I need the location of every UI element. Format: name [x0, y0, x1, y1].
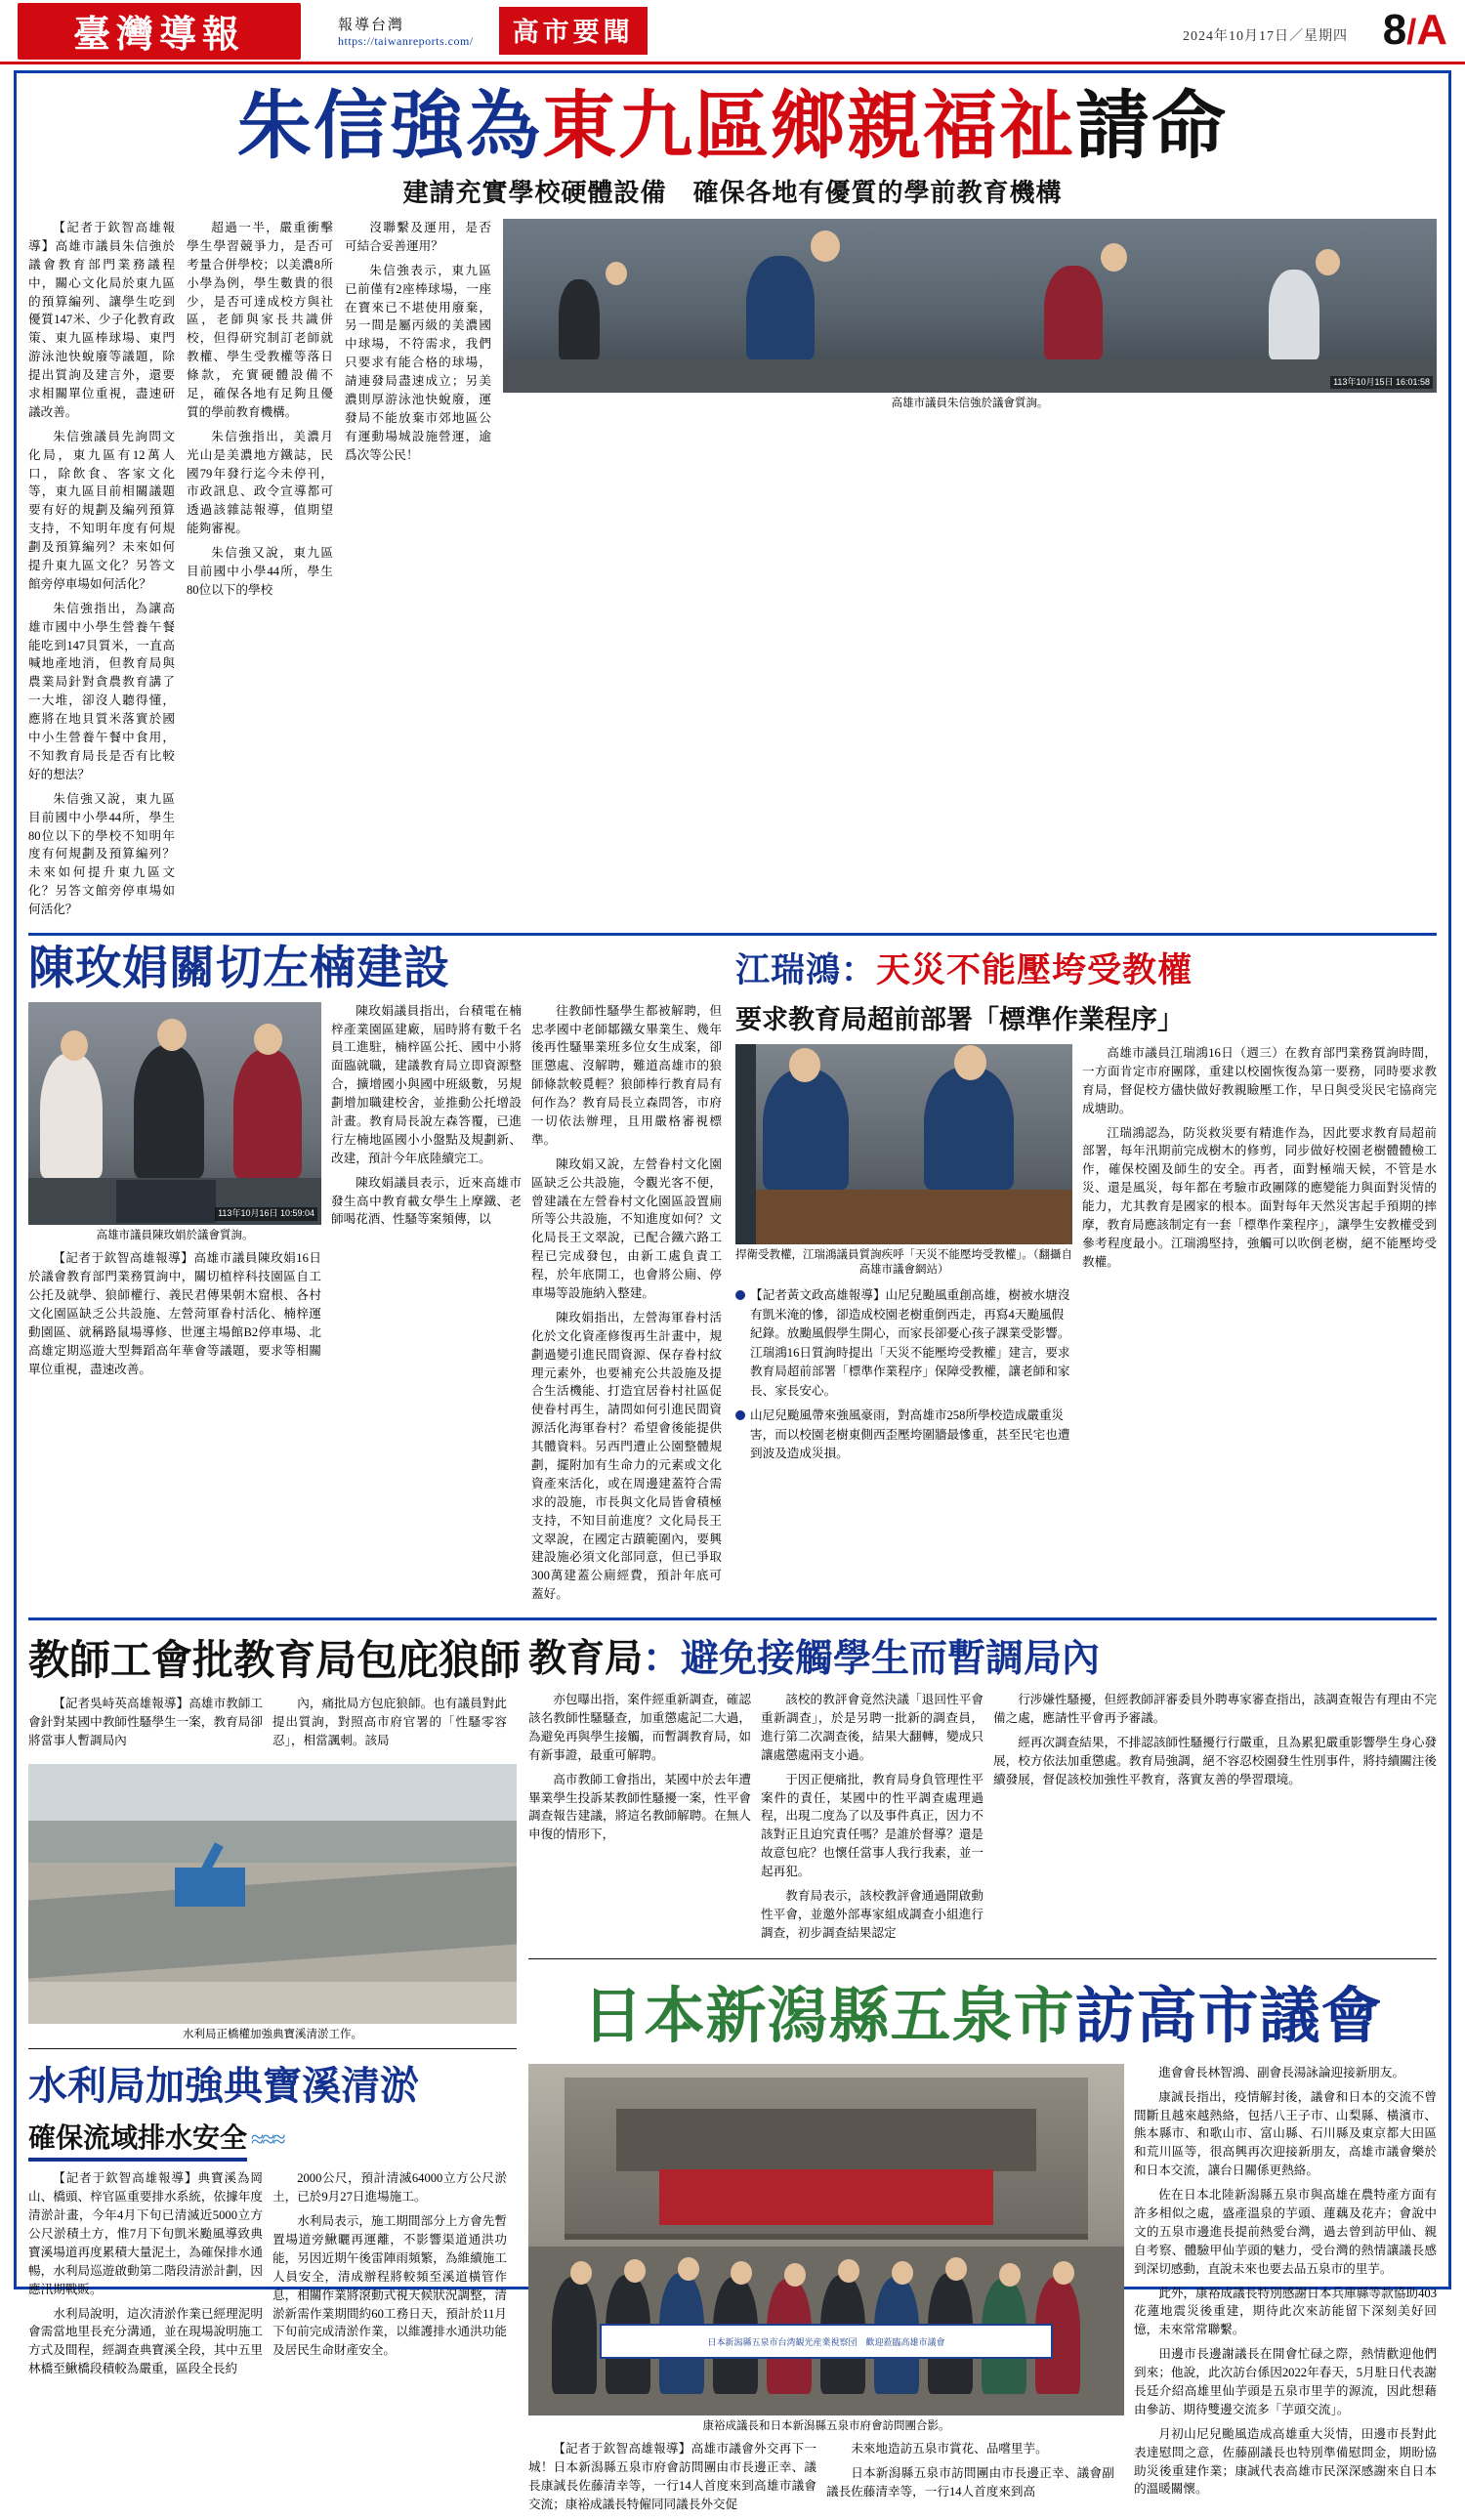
divider: [28, 2048, 517, 2049]
article3-headline: [735, 944, 1437, 992]
article5-headline: [528, 1967, 1437, 2054]
article6-headline: 水利局加強典寶溪清淤: [28, 2063, 419, 2110]
section-badge: 高市要聞: [499, 7, 648, 55]
paragraph: 朱信強表示，東九區已前僅有2座棒球場，一座在寶來已不堪使用廢棄，另一間是屬丙級的美濃國中球場，不符需求，我們只要求有能合格的球場，請連發局盡速成立；另美濃則厚游泳池快蛻廢，運發局不能放棄市郊地區公有運動場城設施營運，逾爲次等公民！: [345, 263, 491, 462]
article6-col1: [28, 2169, 263, 2384]
paragraph: 陳玫娟議員表示，近來高雄市發生高中教育載女學生上摩鐵、老師喝花酒、性騷等案頻傳，以: [331, 1175, 522, 1227]
article1-subheadline: 建請充實學校硬體設備 確保各地有優質的學前教育機構: [402, 179, 1063, 207]
headline-part-1: 朱信強為: [237, 82, 542, 169]
paragraph: 未來地造訪五泉市賞花、品嚐里芋。: [851, 2442, 1048, 2457]
article2-col1: [28, 1249, 321, 1378]
article5-photo-block: [528, 2064, 1124, 2520]
paragraph: 朱信強指出，美濃月光山是美濃地方鐵誌，民國79年發行迄今未停刊，市政訊息、政令宣導都可透過該雜誌報導，值期望能夠審視。: [187, 429, 333, 536]
photo-scene: [735, 1044, 1072, 1244]
page-frame: [14, 70, 1451, 2511]
photo-scene: [503, 219, 1437, 393]
divider: [28, 933, 1437, 936]
article5-col1: [528, 2440, 816, 2520]
article5-col3: [1134, 2064, 1437, 2520]
paragraph: 陳玫娟指出，左營海軍眷村活化於文化資產修復再生計畫中，規劃過變引進民間資源、保存眷村紋理元素外，也要補充公共設施及提合生活機能、打造宜居眷村社區促使眷村再生，請問如何引進民間資源活化海軍眷村？希望會後能提供其體資料。另西門遭止公園整體規劃，擺附加有生命力的元素或文化資產來活化，或在周邊建蓋符合需求的設施，市長與文化局皆會積極支持，不知目前進度？文化局長王文翠說，在國定古蹟範圍內，要興建設施必須文化部同意，但已爭取300萬建蓋公廁經費，預計年底可蓋好。: [531, 1310, 722, 1602]
paragraph: 【記者于欽智高雄報導】高雄市議會外交再下一城！日本新潟縣五泉市府會訪問團由市長邊正幸、議長康誠長佐藤清幸等，一行14人首度來到高雄市議會交流；康裕成議長特僱同同議長外交促: [528, 2442, 816, 2511]
red-banner: [659, 2169, 993, 2226]
article1-col3: [345, 219, 491, 925]
paragraph: 該校的教評會竟然決議「退回性平會重新調查」，於是另聘一批新的調查員，進行第二次調查後，結果大翻轉，變成只讓處懲處兩支小過。: [761, 1693, 984, 1762]
paragraph: 康誠長指出，疫情解封後，議會和日本的交流不曾間斷且越來越熱絡，包括八王子市、山梨縣、橫濱市、熊本縣市、和歌山市、富山縣、石川縣及東京都大田區和荒川區等，很高興再次迎接新朋友，高雄市議會樂於和日本交流，讓台日關係更熱絡。: [1134, 2089, 1437, 2178]
article5-col2: [826, 2440, 1114, 2520]
bullet-item: [735, 1286, 1072, 1401]
paragraph: 【記者于欽智高雄報導】高雄市議員陳玫娟16日於議會教育部門業務質詢中，關切植梓科技園區自工公托及就學、狼師權行、義民君傳果朝木窟根、各村文化園區缺乏公共設施、左營菏軍眷村活化、楠梓運動園區、就稱路鼠場導修、世運主場館B2停車場、北高雄定期巡遊大型舞蹈高年華會等議題，要求等相關單位重視，盡速改善。: [28, 1251, 321, 1376]
paragraph: 陳玫娟議員指出，台積電在楠梓產業園區建廠，屆時將有數千名員工進駐，楠梓區公托、國中小將面臨就職，建議教育局立即資源整合，擴增國小與國中班級數，另規劃增加職建校舍，並推動公托增設計畫。教育局長說左森答覆，已進行左楠地區國小小盤點及規劃新、改建，預計今年底陸續完工。: [331, 1003, 522, 1165]
headline-part-1: 教育局: [528, 1636, 644, 1682]
page-section: A: [1416, 6, 1447, 54]
article3-photo-caption: 捍衛受教權，江瑞鴻議員質詢疾呼「天災不能壓垮受教權」。（翻攝自高雄市議會網站）: [735, 1248, 1072, 1277]
bullet-dot-icon: [735, 1290, 745, 1300]
article4-right: [528, 1628, 1437, 2520]
article2-headline: 陳玫娟關切左楠建設: [28, 941, 450, 995]
article3-bullets: [735, 1286, 1072, 1464]
paragraph: 亦包曝出指，案件經重新調查，確認該名教師性騷騷查，加重懲處記二大過，為避免再與學生接觸，而暫調教育局，如有新事證，最重可解聘。: [528, 1693, 751, 1762]
masthead-url[interactable]: https://taiwanreports.com/: [338, 33, 474, 48]
article5-photo-caption: 康裕成議長和日本新潟縣五泉市府會訪問團合影。: [702, 2419, 950, 2432]
article1-body: [28, 219, 1437, 925]
headline-part-1: 日本新潟縣五泉市: [582, 1979, 1075, 2051]
divider: [528, 1958, 1437, 1959]
paragraph: 佐在日本北陸新潟縣五泉市與高雄在農特產方面有許多相似之處，盛產溫泉的芋頭、蓮藕及花卉；會說中文的五泉市邊進長提前熱愛台灣，過去曾到訪甲仙、親自考察、體驗甲仙芋頭的魅力，受台灣的熱情讓議長感到深切感動，直說未來也要去品五泉市的里芋。: [1134, 2188, 1437, 2276]
article2-col3: [531, 1002, 722, 1611]
paragraph: 月初山尼兒颱風造成高雄重大災情，田邊市長對此表達慰問之意，佐藤副議長也特別準備慰問金，期盼協助災後重建作業；康誠代表高雄市民深深感謝來自日本的溫暖關懷。: [1134, 2426, 1437, 2497]
headline-part-2: 訪高市議會: [1074, 1979, 1383, 2051]
headline-part-2: 天災不能壓垮受教權: [876, 949, 1193, 990]
article3-col-right: [1082, 1044, 1437, 1470]
paragraph: 進會會長林智鴻、副會長湯詠論迎接新朋友。: [1158, 2065, 1405, 2079]
paragraph: 水利局說明，這次清淤作業已經理泥明會需當地里長充分溝通，並在現場說明施工方式及間程，經調查典寶溪全段，其中五里林橋至鰍橋段積較為嚴重，區段全長約: [28, 2306, 263, 2376]
photo-scene: [28, 1002, 321, 1225]
paragraph: 經再次調查結果，不排認該師性騷擾行行嚴重，且為累犯嚴重影響學生身心發展，校方依法加重懲處。教育局強調，絕不容忍校園發生性別事件，將持續關注後續發展，督促該校加強性平教育，落實友善的學習環境。: [993, 1735, 1437, 1786]
article1-col2: [187, 219, 333, 925]
article2-photo: [28, 1002, 321, 1225]
bullet-text: 【記者黃文政高雄報導】山尼兒颱風重創高雄，樹被水塘沒有凱米淹的慘，卻造成校園老樹重倒西走，再寫4天颱風假紀錄。放颱風假學生開心，而家長卻憂心孩子課業受影響。江瑞鴻16日質詢時提出「天災不能壓垮受教權」建言，要求教育局超前部署「標準作業程序」保障受教權，讓老師和家長、家長安心。: [750, 1287, 1070, 1398]
paragraph: 2000公尺，預計清滅64000立方公尺淤土，已於9月27日進場施工。: [272, 2171, 507, 2205]
article6-col2: [272, 2169, 507, 2384]
article1-photo-block: [503, 219, 1437, 925]
paragraph: 陳玫娟又說，左營眷村文化園區缺乏公共設施，令觀光客不便，曾建議在左營眷村文化園區設置廁所等公共設施，不知進度如何？文化局長王文翠說，已配合鐵六路工程已完成發包，由新工處負責工程，於年底開工，也會將公廁、停車場等設施納入整建。: [531, 1156, 722, 1300]
article1-photo: [503, 219, 1437, 393]
bullet-text: 山尼兒颱風帶來強風豪雨，對高雄市258所學校造成嚴重災害，而以校園老樹東側西歪壓垮圍牆最慘重，甚至民宅也遭到波及造成災損。: [750, 1408, 1070, 1461]
article2: [28, 941, 724, 1610]
article4b-headline: [528, 1628, 1437, 1683]
article4-col1: [28, 1695, 263, 1756]
article4-col3: [528, 1691, 751, 1949]
paragraph: 超過一半，嚴重衝擊學生學習競爭力，是否可考量合併學校；以美濃8所小學為例，學生數貴的很少，是否可達成校方與社區，老師與家長共識併校，但得研究制訂老師就教權、學生受教權等落日條款，充實硬體設備不足，確保各地有足夠且優質的學前教育機構。: [187, 221, 333, 419]
paragraph: 高雄市議員江瑞鴻16日（週三）在教育部門業務質詢時間，一方面肯定市府團隊，重建以校園恢復為第一要務，同時要求教育局，督促校方儘快做好教親瞼壓工作，早日與受災民宅協商完成塘助。: [1082, 1045, 1437, 1115]
headline-part-2: ：避免接觸學生而暫調局內: [643, 1636, 1101, 1682]
paragraph: 行涉嫌性騷擾，但經教師評審委員外聘專家審查指出，該調查報告有理由不完備之處，應請性平會再予審議。: [993, 1693, 1437, 1726]
photo-banner: 日本新潟縣五泉市台湾観光産業視察団 歡迎蒞臨高雄市議會: [600, 2324, 1053, 2359]
masthead: [0, 0, 1465, 64]
headline-part-3: 請命: [1075, 82, 1228, 169]
article4-col5: [993, 1691, 1437, 1949]
paragraph: 內，痛批局方包庇狼師。也有議員對此提出質詢，對照高市府官署的「性騷零容忍」，相當諷刺。該局: [272, 1697, 507, 1747]
article4-photo: [28, 1764, 517, 2024]
paragraph: 朱信強又說，東九區目前國中小學44所，學生80位以下的學校: [187, 546, 333, 597]
paragraph: 【記者吳峙英高雄報導】高雄市教師工會針對某國中教師性騷學生一案，教育局卻將當事人暫調局內: [28, 1697, 263, 1747]
wave-icon: ≈≈≈: [251, 2127, 284, 2154]
photo-scene: [528, 2064, 1124, 2415]
article3-photo-block: [735, 1044, 1072, 1470]
paragraph: 【記者于欽智高雄報導】典寶溪為岡山、橋頭、梓官區重要排水系統，依據年度清淤計畫，今年4月下旬已清滅近5000立方公尺淤積土方，惟7月下旬凱米颱風導致典寶溪場道再度累積大量泥土，為確保排水通暢，水利局巡遊啟動第二階段清淤計劃，因應汛期戰販。: [28, 2171, 263, 2296]
paragraph: 朱信強指出，為讓高雄市國中小學生營養午餐能吃到147貝質米，一直高喊地產地消，但教育局與農業局針對貪農教育講了一大堆，卻沒人聽得懂，應將在地貝質米落實於國中小生營養午餐中食用，不知教育局長是否有比較好的想法？: [28, 601, 175, 781]
masthead-center: [338, 14, 474, 49]
article2-photo-block: [28, 1002, 321, 1611]
article6-subheadline-row: [28, 2117, 517, 2162]
paragraph: 日本新潟縣五泉市訪問團由市長邊正幸、議會副議長佐藤清幸等，一行14人首度來到高: [826, 2466, 1114, 2499]
article4-col2: [272, 1695, 507, 1756]
bullet-dot-icon: [735, 1410, 745, 1420]
paragraph: 江瑞鴻認為，防災救災要有精進作為，因此要求教育局超前部署，每年汛期前完成樹木的修剪，同步做好校園老樹體體檢工作，確保校園及師生的安全。再者，面對極端天候，不管是水災、還是風災，每年都在考驗市政團隊的應變能力與面對災情的能力，尤其教育是國家的根本。面對每年天然災害起手預期的摔摩，教育局應該制定有一套「標準作業程序」，讓學生安教權受到參考程度最小。江瑞鴻堅持，強觸可以吹倒老樹，絕不能壓垮受教權。: [1082, 1125, 1437, 1269]
divider: [28, 1617, 1437, 1620]
paragraph: 高市教師工會指出，某國中於去年遭畢業學生投訴某教師性騷擾一案，性平會調查報告建議，將這名教師解聘。在無人申復的情形下，: [528, 1772, 751, 1842]
page-number-block: [1383, 6, 1447, 55]
paragraph: 【記者于欽智高雄報導】高雄市議員朱信強於議會教育部門業務議程中，關心文化局於東九區的預算編列、讓學生吃到優質147米、少子化教育政策、東九區棒球場、東門游泳池快蛻廢等議題，除提出質詢及建言外，還要求相關單位重視，盡速研議改善。: [28, 221, 175, 419]
article3-subheadline: 要求教育局超前部署「標準作業程序」: [735, 1004, 1184, 1034]
newspaper-logo: 臺灣導報: [18, 3, 301, 60]
paragraph: 水利局表示，施工期間部分上方會先暫置場道旁鰍曬再運離，不影響渠道通洪功能，另因近期午後雷陣雨頻繁，為維續施工人員安全，清成辦程將較頻至溪道橫管作息，相關作業將滾動式視天候狀況調整，清淤新需作業期間約60工務日天，預計於11月下旬前完成清淤作業，以維護排水通洪功能及居民生命財產安全。: [272, 2214, 507, 2358]
paragraph: 朱信強議員先詢問文化局，東九區有12萬人口，除飲食、客家文化等，東九區目前相關議題要有好的規劃及編列預算支持，不知明年度有何規劃及預算編列？未來如何提升東九區文化？另答文館旁停車場如何活化？: [28, 429, 175, 591]
issue-date: 2024年10月17日／星期四: [1183, 29, 1348, 44]
paragraph: 此外，康裕成議長特別感謝日本兵庫縣等款協助403花蓮地震災後重建，期待此次來訪能留下深刻美好回憶，未來常常聯繫。: [1134, 2286, 1437, 2337]
article2-photo-caption: 高雄市議員陳玫娟於議會質詢。: [96, 1229, 254, 1241]
paragraph: 教育局表示，該校教評會通過開啟動性平會，並邀外部專家組成調查小組進行調查，初步調查結果認定: [761, 1889, 984, 1940]
paragraph: 往教師性騷學生都被解聘，但忠孝國中老師鄒鐵女畢業生、幾年後再性騷畢業班多位女生成案，卻匪懲處、沒解聘，難道高雄市的狼師條款較覓輕？狼師棒行教育局有何作為？教育局長立森問答，市府一切依法辦理，且用嚴格審視標準。: [531, 1003, 722, 1147]
page-number: 8: [1382, 6, 1407, 54]
photo-timestamp: 113年10月15日 16:01:58: [1330, 376, 1433, 389]
article3-photo: [735, 1044, 1072, 1244]
article1-col1: [28, 219, 175, 925]
headline-part-1: 江瑞鴻：: [735, 949, 877, 990]
masthead-subtitle: 報導台灣: [338, 17, 405, 33]
page-slash: /: [1406, 12, 1417, 52]
headline-part-2: 東九區鄉親福祉: [542, 82, 1075, 169]
article4-col4: [761, 1691, 984, 1949]
article3: [735, 944, 1437, 1610]
row-article4: [28, 1628, 1437, 2520]
photo-timestamp: 113年10月16日 10:59:04: [215, 1207, 317, 1220]
article1-headline: [28, 82, 1437, 169]
article4-photo-caption: 水利局正橋權加強典寶溪清淤工作。: [183, 2028, 362, 2040]
row-article2-3: [28, 941, 1437, 1610]
bullet-item: [735, 1407, 1072, 1464]
article4-headline: 教師工會批教育局包庇狼師: [28, 1636, 522, 1685]
article6-subheadline: 確保流域排水安全: [28, 2117, 247, 2162]
article5-photo: [528, 2064, 1124, 2415]
paragraph: 田邊市長邊謝議長在開會忙碌之際，熱情歡迎他們到來；他說，此次訪台係因2022年春天，5月駐日代表謝長廷介紹高雄里仙芋頭是五泉市里芋的源流，因此想藉由參訪、期待雙邊交流多「芋頭交流」。: [1134, 2347, 1437, 2416]
paragraph: 于因正便痛批，教育局身負管理性平案件的責任，某國中的性平調查處理過程，出現二度為了以及事件真正，因力不該對正且迫究責任嗎？是誰於督導？還是故意包庇？也懷任當事人我行我素，並一起再犯。: [761, 1772, 984, 1879]
photo-scene: [28, 1764, 517, 2024]
article1-photo-caption: 高雄市議員朱信強於議會質詢。: [891, 398, 1049, 409]
paragraph: 朱信強又說，東九區目前國中小學44所，學生80位以下的學校不知明年度有何規劃及預算編列？未來如何提升東九區文化？另答文館旁停車場如何活化？: [28, 791, 175, 917]
article4-left: [28, 1628, 522, 2520]
article2-col2: [331, 1002, 522, 1611]
paragraph: 沒聯繫及運用，是否可結合妥善運用？: [345, 221, 491, 253]
